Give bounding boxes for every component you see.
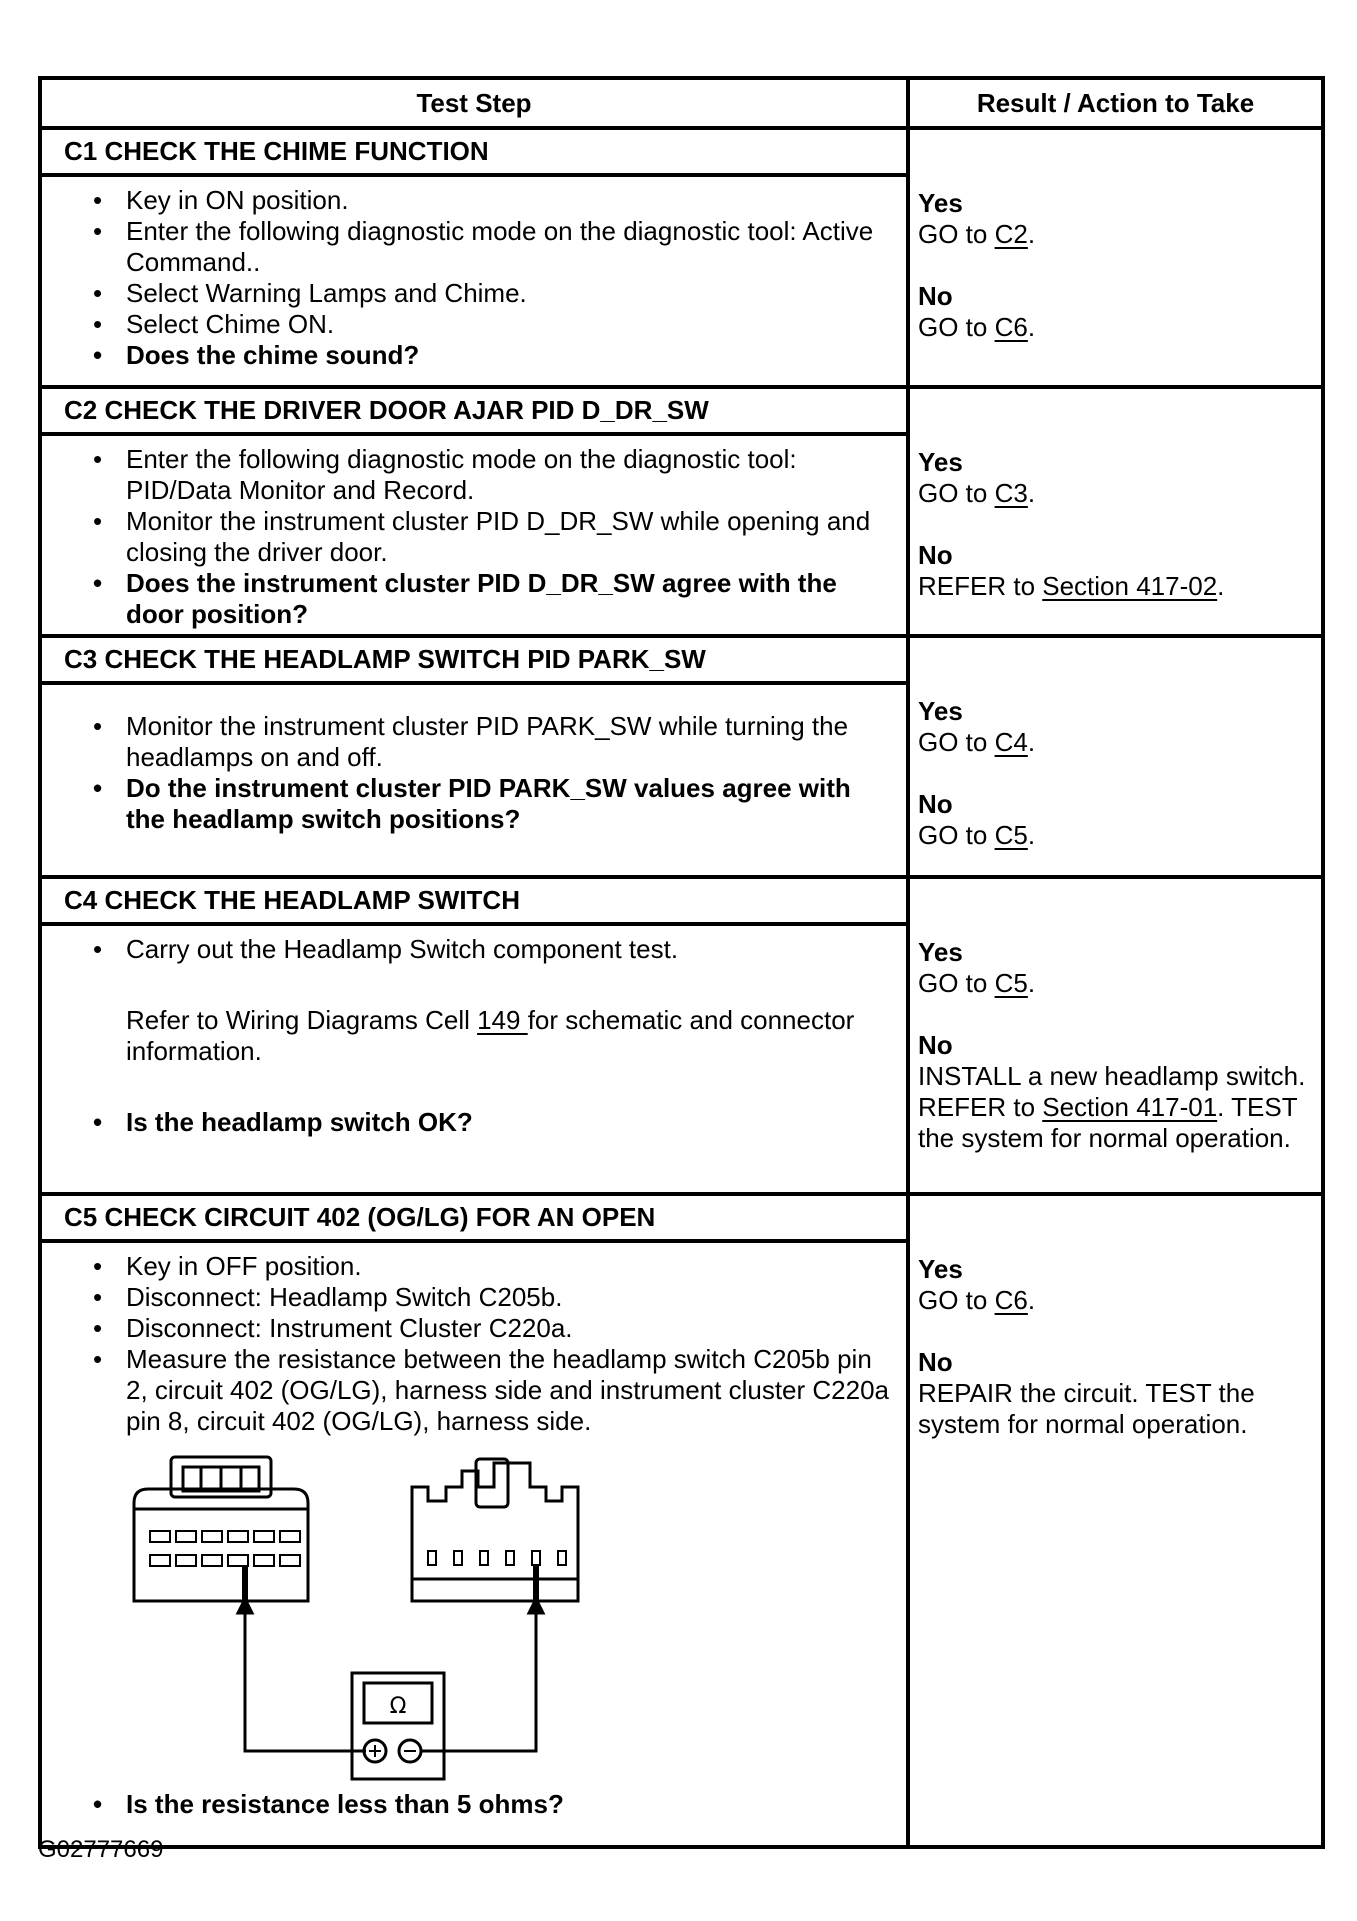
test-lead bbox=[238, 1599, 543, 1751]
header-result: Result / Action to Take bbox=[908, 78, 1323, 128]
yes-label: Yes bbox=[918, 1254, 963, 1284]
step-title: C4 CHECK THE HEADLAMP SWITCH bbox=[40, 877, 908, 924]
step-result: Yes GO to C5. No INSTALL a new headlamp switch. REFER to Section 417-01. TEST the system for normal operation. bbox=[908, 877, 1323, 1194]
list-item: • Disconnect: Instrument Cluster C220a. bbox=[126, 1313, 892, 1344]
list-item: • Key in OFF position. bbox=[126, 1251, 892, 1282]
multimeter-icon bbox=[352, 1673, 444, 1779]
goto-link[interactable]: C5 bbox=[994, 968, 1028, 998]
yes-label: Yes bbox=[918, 937, 963, 967]
step-title: C1 CHECK THE CHIME FUNCTION bbox=[40, 128, 908, 175]
step-body bbox=[40, 175, 908, 387]
wiring-cell-link[interactable]: 149 bbox=[477, 1005, 528, 1035]
step-question: • Does the chime sound? bbox=[126, 340, 892, 371]
step-title: C5 CHECK CIRCUIT 402 (OG/LG) FOR AN OPEN bbox=[40, 1194, 908, 1241]
list-item: • Monitor the instrument cluster PID D_DR_SW while opening and closing the driver door. bbox=[126, 506, 892, 568]
resistance-test-diagram bbox=[128, 1451, 688, 1781]
step-result: Yes GO to C4. No GO to C5. bbox=[908, 636, 1323, 877]
section-link[interactable]: Section 417-01 bbox=[1042, 1092, 1218, 1122]
yes-label: Yes bbox=[918, 447, 963, 477]
step-result: Yes GO to C6. No REPAIR the circuit. TEST the system for normal operation. bbox=[908, 1194, 1323, 1847]
yes-label: Yes bbox=[918, 696, 963, 726]
no-label: No bbox=[918, 281, 953, 311]
list-item: • Select Warning Lamps and Chime. bbox=[126, 278, 892, 309]
step-question: • Is the headlamp switch OK? bbox=[126, 1107, 892, 1138]
meter-ohm-symbol: Ω bbox=[389, 1694, 407, 1719]
no-label: No bbox=[918, 1347, 953, 1377]
figure-id: G02777669 bbox=[38, 1836, 164, 1863]
step-result: Yes GO to C2. No GO to C6. bbox=[908, 128, 1323, 387]
step-question: • Is the resistance less than 5 ohms? bbox=[126, 1789, 892, 1820]
no-label: No bbox=[918, 1030, 953, 1060]
list-item: • Measure the resistance between the headlamp switch C205b pin 2, circuit 402 (OG/LG), harness side and instrument cluster C220a pin 8, circuit 402 (OG/LG), harness side. bbox=[126, 1344, 892, 1437]
instrument-cluster-connector-icon bbox=[412, 1459, 578, 1601]
step-question: • Do the instrument cluster PID PARK_SW values agree with the headlamp switch positions? bbox=[126, 773, 892, 835]
step-result: Yes GO to C3. No REFER to Section 417-02. bbox=[908, 387, 1323, 636]
list-item: • Monitor the instrument cluster PID PARK_SW while turning the headlamps on and off. bbox=[126, 711, 892, 773]
no-label: No bbox=[918, 540, 953, 570]
no-label: No bbox=[918, 789, 953, 819]
diagnostic-table bbox=[38, 76, 1325, 1849]
goto-link[interactable]: C2 bbox=[994, 219, 1028, 249]
step-body bbox=[40, 434, 908, 636]
yes-label: Yes bbox=[918, 188, 963, 218]
headlamp-switch-connector-icon bbox=[134, 1457, 308, 1601]
goto-link[interactable]: C6 bbox=[994, 1285, 1028, 1315]
goto-link[interactable]: C3 bbox=[994, 478, 1028, 508]
goto-link[interactable]: C4 bbox=[994, 727, 1028, 757]
list-item: • Carry out the Headlamp Switch component test. bbox=[126, 934, 892, 965]
step-title: C2 CHECK THE DRIVER DOOR AJAR PID D_DR_SW bbox=[40, 387, 908, 434]
step-title: C3 CHECK THE HEADLAMP SWITCH PID PARK_SW bbox=[40, 636, 908, 683]
header-test-step: Test Step bbox=[40, 78, 908, 128]
goto-link[interactable]: C6 bbox=[994, 312, 1028, 342]
list-item: • Enter the following diagnostic mode on the diagnostic tool: Active Command.. bbox=[126, 216, 892, 278]
goto-link[interactable]: C5 bbox=[994, 820, 1028, 850]
step-question: • Does the instrument cluster PID D_DR_SW agree with the door position? bbox=[126, 568, 892, 630]
reference-note: Refer to Wiring Diagrams Cell 149 for schematic and connector information. bbox=[126, 1005, 855, 1066]
step-body bbox=[40, 1241, 908, 1847]
list-item: • Disconnect: Headlamp Switch C205b. bbox=[126, 1282, 892, 1313]
list-item: • Key in ON position. bbox=[126, 185, 892, 216]
list-item: • Select Chime ON. bbox=[126, 309, 892, 340]
section-link[interactable]: Section 417-02 bbox=[1042, 571, 1218, 601]
step-body bbox=[40, 924, 908, 1194]
step-body bbox=[40, 683, 908, 877]
list-item: • Enter the following diagnostic mode on the diagnostic tool: PID/Data Monitor and Record. bbox=[126, 444, 892, 506]
